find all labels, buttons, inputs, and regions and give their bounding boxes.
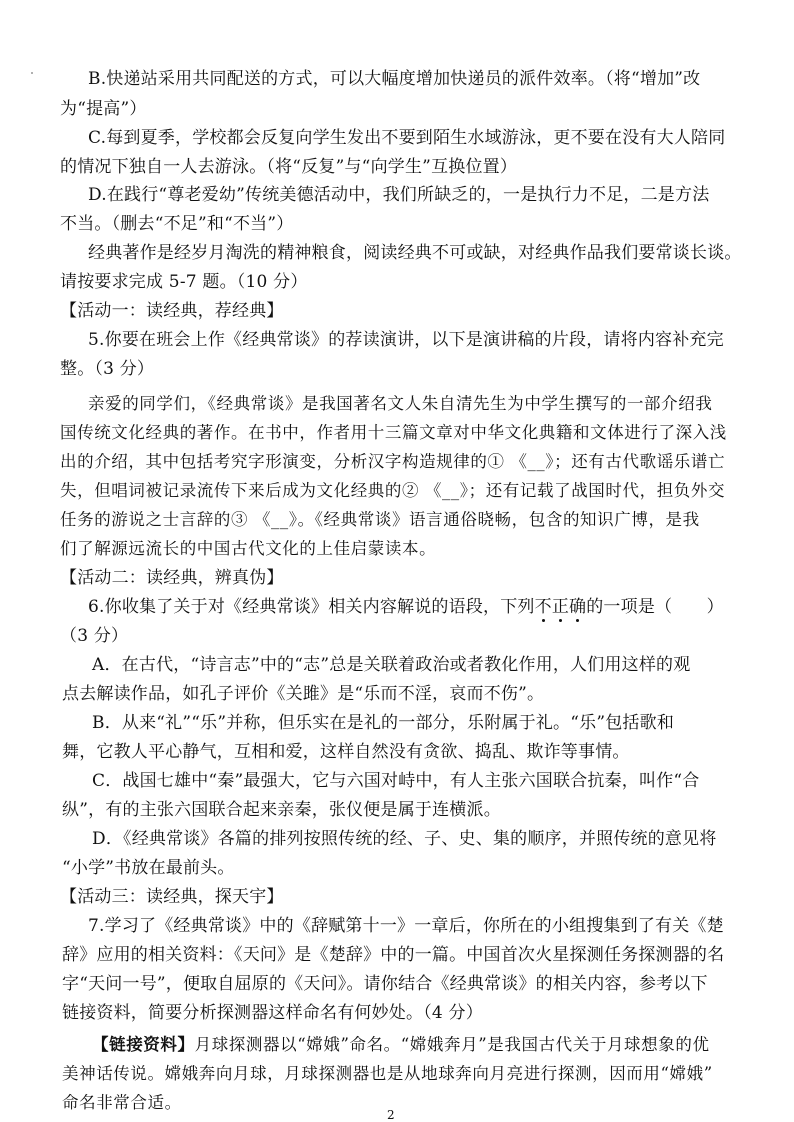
q4-option-d-line1: D.在践行“尊老爱幼”传统美德活动中，我们所缺乏的，一是执行力不足，二是方法 <box>88 185 710 205</box>
activity-1-heading: 【活动一：读经典，荐经典】 <box>60 301 284 321</box>
section-intro-line1: 经典著作是经岁月淘洗的精神粮食，阅读经典不可或缺，对经典作品我们要常谈长谈。 <box>88 243 742 263</box>
link-material-label: 【链接资料】 <box>92 1035 195 1054</box>
q4-option-c-line2: 的情况下独自一人去游泳。（将“反复”与“向学生”互换位置） <box>60 157 518 177</box>
scan-speck <box>31 72 33 74</box>
page-number: 2 <box>387 1108 395 1122</box>
activity-3-heading: 【活动三：读经典，探天宇】 <box>60 887 284 907</box>
emphasis-char: 确 <box>569 597 587 617</box>
activity-2-heading: 【活动二：读经典，辨真伪】 <box>60 568 284 588</box>
q7-stem-line2: 辞》应用的相关资料：《天问》是《楚辞》中的一篇。中国首次火星探测任务探测器的名 <box>62 945 725 965</box>
q6-stem-prefix: 6.你收集了关于对《经典常谈》相关内容解说的语段，下列 <box>88 597 535 617</box>
q5-passage-line5: 任务的游说之士言辞的③ 《__》。《经典常谈》语言通俗晓畅，包含的知识广博，是我 <box>60 510 700 529</box>
q4-option-b-line1: B.快递站采用共同配送的方式，可以大幅度增加快递员的派件效率。（将“增加”改 <box>88 69 701 89</box>
q5-passage-line1: 亲爱的同学们，《经典常谈》是我国著名文人朱自清先生为中学生撰写的一部介绍我 <box>88 394 713 413</box>
q6-stem <box>88 596 724 618</box>
q6-option-b-line2: 舞，它教人平心静气，互相和爱，这样自然没有贪欲、捣乱、欺诈等事情。 <box>62 742 630 762</box>
q6-option-d-line1: D．《经典常谈》各篇的排列按照传统的经、子、史、集的顺序，并照传统的意见将 <box>92 829 717 849</box>
q4-option-b-line2: 为“提高”） <box>60 99 147 119</box>
q5-passage-line2: 国传统文化经典的著作。在书中，作者用十三篇文章对中华文化典籍和文体进行了深入浅 <box>60 423 727 442</box>
q6-option-a-line1: A．在古代，“诗言志”中的“志”总是关联着政治或者教化作用，人们用这样的观 <box>92 655 691 675</box>
q6-option-b-line1: B．从来“礼”“乐”并称，但乐实在是礼的一部分，乐附属于礼。“乐”包括歌和 <box>92 713 675 733</box>
q4-option-c-line1: C.每到夏季，学校都会反复向学生发出不要到陌生水域游泳，更不要在没有大人陪同 <box>88 128 726 148</box>
q6-option-c-line2: 纵”，有的主张六国联合起来亲秦，张仪便是属于连横派。 <box>62 800 501 820</box>
q7-stem-line1: 7.学习了《经典常谈》中的《辞赋第十一》一章后，你所在的小组搜集到了有关《楚 <box>88 916 724 936</box>
q5-passage-line4: 失，但唱词被记录流传下来后成为文化经典的② 《__》；还有记载了战国时代，担负外交 <box>60 481 726 500</box>
link-material-text: 月球探测器以“嫦娥”命名。“嫦娥奔月”是我国古代关于月球想象的优 <box>194 1035 710 1054</box>
q5-stem-line1: 5.你要在班会上作《经典常谈》的荐读演讲，以下是演讲稿的片段，请将内容补充完 <box>88 330 724 350</box>
q6-score: （3 分） <box>60 626 129 646</box>
q6-option-c-line1: C．战国七雄中“秦”最强大，它与六国对峙中，有人主张六国联合抗秦，叫作“合 <box>92 771 700 791</box>
q6-option-a-line2: 点去解读作品，如孔子评价《关雎》是“乐而不淫，哀而不伤”。 <box>62 684 545 704</box>
q7-link-line1 <box>92 1034 710 1056</box>
q5-passage-line3: 出的介绍，其中包括考究字形演变，分析汉字构造规律的① 《__》；还有古代歌谣乐谱亡 <box>60 452 726 471</box>
q5-passage-line6: 们了解源远流长的中国古代文化的上佳启蒙读本。 <box>60 539 437 558</box>
section-intro-line2: 请按要求完成 5-7 题。（10 分） <box>60 272 308 292</box>
q5-stem-line2: 整。（3 分） <box>60 359 155 379</box>
emphasis-char: 不 <box>534 597 552 617</box>
q6-stem-suffix: 的一项是（ ） <box>586 597 724 617</box>
q7-stem-line3: 字“天问一号”，便取自屈原的《天问》。请你结合《经典常谈》的相关内容，参考以下 <box>62 974 708 994</box>
q7-link-line2: 美神话传说。嫦娥奔向月球，月球探测器也是从地球奔向月亮进行探测，因而用“嫦娥” <box>62 1064 713 1083</box>
q7-stem-line4: 链接资料，简要分析探测器这样命名有何妙处。（4 分） <box>62 1003 483 1023</box>
q4-option-d-line2: 不当。（删去“不足”和“不当”） <box>60 214 294 234</box>
q7-link-line3: 命名非常合适。 <box>62 1093 182 1112</box>
q6-option-d-line2: “小学”书放在最前头。 <box>62 858 235 878</box>
emphasis-char: 正 <box>551 597 570 617</box>
